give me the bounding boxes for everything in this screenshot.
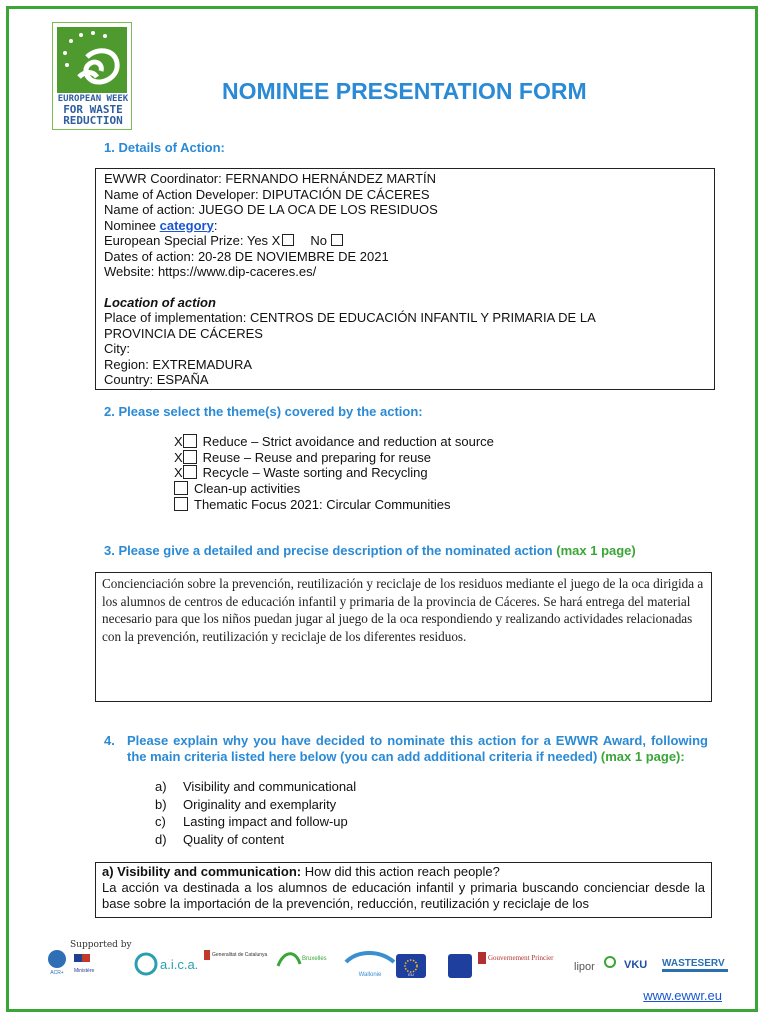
- sponsor-logo: [274, 946, 327, 980]
- criteria-list: [155, 778, 356, 848]
- sponsor-logo: [134, 948, 199, 980]
- theme-checkbox[interactable]: [183, 434, 197, 448]
- dates: Dates of action: 20-28 DE NOVIEMBRE DE 2021: [104, 248, 389, 264]
- section2-heading: 2. Please select the theme(s) covered by the action:: [104, 404, 423, 419]
- city: City:: [104, 341, 130, 356]
- eu-flag-icon: [448, 954, 472, 978]
- svg-text:a.i.c.a.: a.i.c.a.: [160, 957, 199, 972]
- svg-text:Wallonie: Wallonie: [358, 972, 382, 978]
- region: Region: EXTREMADURA: [104, 356, 253, 372]
- svg-text:EU: EU: [408, 972, 414, 977]
- sponsor-logo: [340, 946, 400, 980]
- sponsor-logos: [40, 940, 732, 984]
- ewwr-website-link[interactable]: www.ewwr.eu: [643, 988, 722, 1003]
- sponsor-logo: [662, 954, 732, 978]
- place-line1: Place of implementation: CENTROS DE EDUCACIÓN INFANTIL Y PRIMARIA DE LA: [104, 310, 596, 325]
- sponsor-logo: [624, 954, 654, 978]
- theme-item: Clean-up activities: [174, 481, 494, 497]
- action-developer: Name of Action Developer: DIPUTACIÓN DE CÁCERES: [104, 186, 430, 202]
- description-box[interactable]: [95, 572, 712, 702]
- special-prize: European Special Prize: Yes X No: [104, 233, 714, 249]
- theme-item: Thematic Focus 2021: Circular Communities: [174, 497, 494, 513]
- sponsor-logo: [574, 950, 618, 980]
- theme-checkbox[interactable]: [183, 450, 197, 464]
- visibility-answer-box[interactable]: [95, 862, 712, 918]
- sponsor-logo: [204, 948, 266, 978]
- eu-flag-icon: [396, 954, 426, 978]
- page-title: NOMINEE PRESENTATION FORM: [222, 78, 587, 104]
- prize-yes-checkbox[interactable]: [282, 234, 294, 246]
- logo-text: EUROPEAN WEEK FOR WASTE REDUCTION: [57, 94, 129, 127]
- svg-text:Generalitat de Catalunya: Generalitat de Catalunya: [212, 952, 268, 958]
- svg-text:Gouvernement Princier: Gouvernement Princier: [488, 954, 554, 962]
- svg-text:lipor: lipor: [574, 961, 595, 973]
- sponsor-logo: [478, 948, 566, 980]
- country: Country: ESPAÑA: [104, 372, 209, 387]
- section4-heading: 4. Please explain why you have decided to nominate this action for a EWWR Award, following the main criteria listed here below (you can add additional criteria if needed) (max 1 page):: [104, 733, 708, 764]
- svg-text:Bruxelles: Bruxelles: [302, 956, 327, 962]
- theme-list: [174, 434, 494, 513]
- category-link[interactable]: category: [159, 217, 214, 233]
- visibility-question: a) Visibility and communication: How did this action reach people?: [102, 864, 500, 879]
- theme-checkbox[interactable]: [174, 497, 188, 511]
- theme-item: X Reuse – Reuse and preparing for reuse: [174, 449, 432, 465]
- svg-text:Ministère: Ministère: [74, 968, 95, 974]
- criteria-item: d) Quality of content: [155, 831, 285, 847]
- action-name: Name of action: JUEGO DE LA OCA DE LOS RESIDUOS: [104, 202, 438, 217]
- prize-no-checkbox[interactable]: [331, 234, 343, 246]
- coordinator: EWWR Coordinator: FERNANDO HERNÁNDEZ MARTÍN: [104, 171, 437, 186]
- website: Website: https://www.dip-caceres.es/: [104, 264, 317, 279]
- description-text: Concienciación sobre la prevención, reutilización y reciclaje de los residuos mediante el juego de la oca dirigida a los alumnos de centros de educación infantil y primaria de la provincia de Cáceres. Se hará entrega del material necesario para que los niños puedan jugar al juego de la oca respondiendo y realizando actividades relacionadas con la prevención, reutilización y reciclaje de los diferentes residuos.: [102, 576, 704, 644]
- section3-heading: 3. Please give a detailed and precise description of the nominated action (max 1 page): [104, 543, 636, 558]
- criteria-item: a) Visibility and communicational: [155, 779, 357, 794]
- visibility-answer-text: La acción va destinada a los alumnos de educación infantil y primaria buscando concienciar desde la base sobre la importación de la prevención, reducción, reutilización y reciclaje de los: [102, 880, 705, 911]
- place-line2: PROVINCIA DE CÁCERES: [104, 325, 263, 341]
- sponsor-logo: [46, 948, 68, 978]
- svg-text:ACR+: ACR+: [50, 970, 64, 976]
- location-heading: Location of action: [104, 294, 216, 310]
- details-box: [95, 168, 715, 390]
- theme-item: X Reduce – Strict avoidance and reduction at source: [174, 434, 494, 449]
- theme-checkbox[interactable]: [174, 481, 188, 495]
- ewwr-logo: [52, 22, 132, 130]
- criteria-item: b) Originality and exemplarity: [155, 796, 337, 812]
- sponsor-logo: [72, 952, 102, 980]
- theme-checkbox[interactable]: [183, 465, 197, 479]
- svg-text:VKU: VKU: [624, 959, 648, 971]
- section1-heading: 1. Details of Action:: [104, 140, 225, 155]
- svg-text:WASTESERV: WASTESERV: [662, 958, 725, 969]
- nominee-category: Nominee category:: [104, 217, 218, 233]
- theme-item: X Recycle – Waste sorting and Recycling: [174, 465, 428, 481]
- criteria-item: c) Lasting impact and follow-up: [155, 814, 348, 829]
- hand-stars-icon: [57, 27, 127, 93]
- supported-by-label: Supported by: [70, 940, 132, 950]
- logo-graphic: [57, 27, 127, 93]
